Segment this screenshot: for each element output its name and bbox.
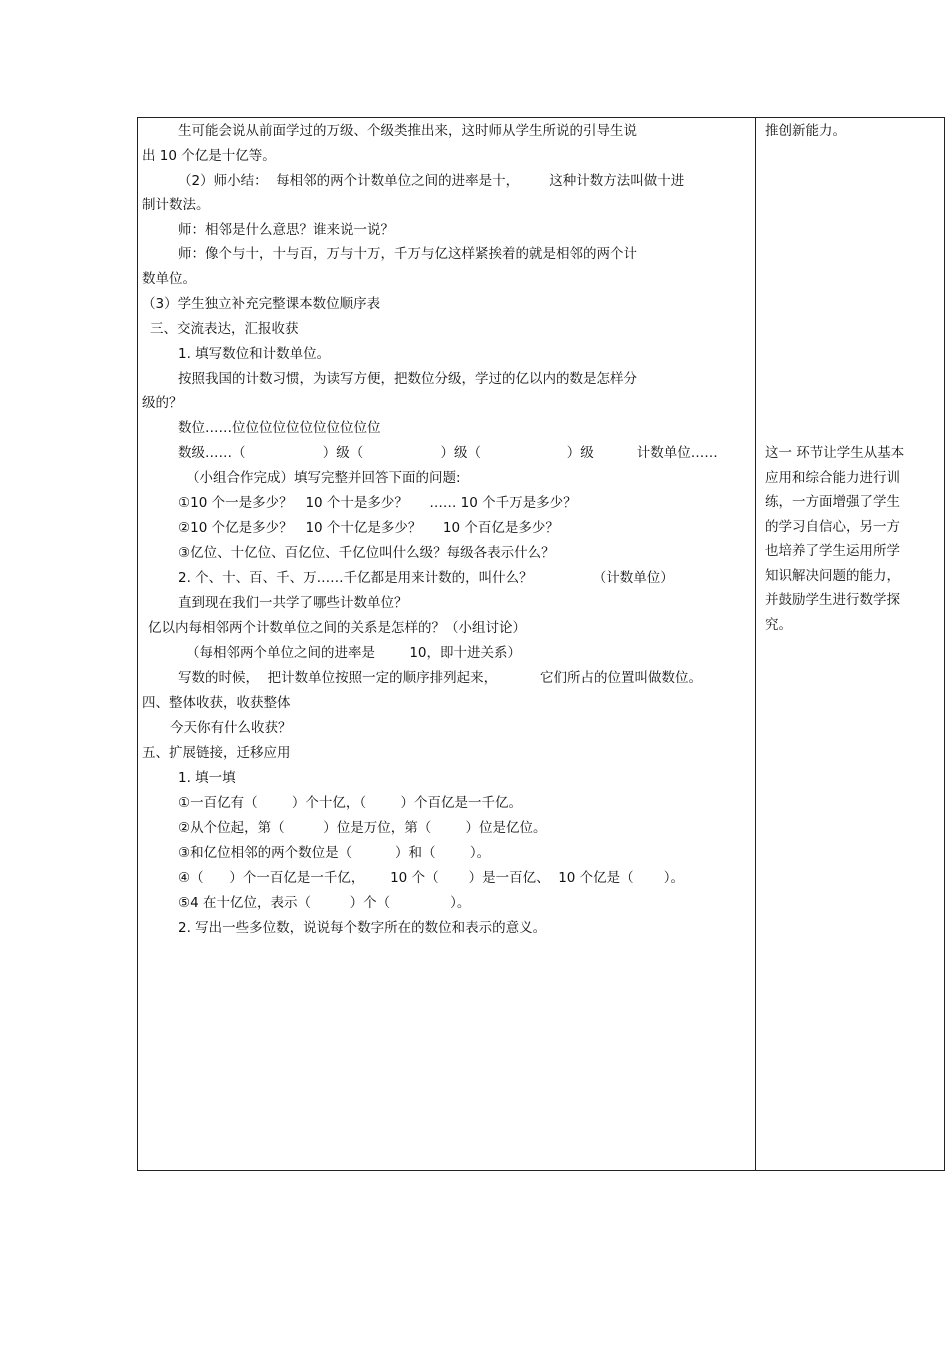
side-note-line: 并鼓励学生进行数学探 [765,592,900,608]
lesson-plan-table [137,117,945,1171]
text-line: 按照我国的计数习惯，为读写方便，把数位分级，学过的亿以内的数是怎样分 [178,371,637,387]
text-line: 级的？ [142,395,183,411]
text-line: 写数的时候， 把计数单位按照一定的顺序排列起来， 它们所占的位置叫做数位。 [178,670,702,686]
text-line: ①一百亿有（ ）个十亿，（ ）个百亿是一千亿。 [178,795,523,811]
text-line: （3）学生独立补充完整课本数位顺序表 [142,296,381,312]
text-line: 数位……位位位位位位位位位位位 [178,420,381,436]
side-note-line: 练，一方面增强了学生 [765,494,900,510]
text-line: 出 10 个亿是十亿等。 [142,148,276,164]
text-line: 亿以内每相邻两个计数单位之间的关系是怎样的？（小组讨论） [148,620,526,636]
text-line: ③和亿位相邻的两个数位是（ ）和（ ）。 [178,845,491,861]
text-line: （每相邻两个单位之间的进率是 10，即十进关系） [186,645,522,661]
text-line: 2. 个、十、百、千、万……千亿都是用来计数的，叫什么？ （计数单位） [178,570,674,586]
text-line: ①10 个一是多少？ 10 个十是多少？ …… 10 个千万是多少？ [178,495,577,511]
text-line: （2）师小结： 每相邻的两个计数单位之间的进率是十， 这种计数方法叫做十进 [178,173,685,189]
side-note-line: 究。 [765,616,792,633]
text-line: 数级……（ ）级（ ）级（ ）级 计数单位…… [178,445,718,461]
side-top-note: 推创新能力。 [765,123,846,139]
text-line: 师：像个与十，十与百，万与十万，千万与亿这样紧挨着的就是相邻的两个计 [178,246,637,262]
text-line: 生可能会说从前面学过的万级、个级类推出来，这时师从学生所说的引导生说 [178,123,637,139]
side-note-line: 知识解决问题的能力， [765,567,900,584]
text-line: 四、整体收获，收获整体 [142,695,291,711]
text-line: ②从个位起，第（ ）位是万位，第（ ）位是亿位。 [178,820,547,836]
column-divider [755,117,756,1171]
text-line: ⑤4 在十亿位，表示（ ）个（ ）。 [178,895,471,911]
side-note-line: 应用和综合能力进行训 [765,469,900,486]
text-line: 数单位。 [142,271,196,287]
text-line: 2. 写出一些多位数，说说每个数字所在的数位和表示的意义。 [178,920,547,936]
text-line: ④（ ）个一百亿是一千亿， 10 个（ ）是一百亿、 10 个亿是（ ）。 [178,870,684,886]
side-note-line: 这一 环节让学生从基本 [765,445,905,461]
text-line: 直到现在我们一共学了哪些计数单位？ [178,595,408,611]
text-line: 1. 填一填 [178,770,236,786]
text-line: 师：相邻是什么意思？谁来说一说？ [178,222,394,238]
text-line: 1. 填写数位和计数单位。 [178,346,331,362]
text-line: 三、交流表达，汇报收获 [150,321,299,337]
side-note-line: 的学习自信心，另一方 [765,518,900,535]
text-line: 制计数法。 [142,197,210,213]
text-line: ③亿位、十亿位、百亿位、千亿位叫什么级？每级各表示什么？ [178,545,555,561]
text-line: 五、扩展链接，迁移应用 [142,745,291,761]
text-line: （小组合作完成）填写完整并回答下面的问题: [186,470,461,486]
text-line: ②10 个亿是多少？ 10 个十亿是多少？ 10 个百亿是多少？ [178,520,559,536]
side-note-line: 也培养了学生运用所学 [765,543,900,559]
text-line: 今天你有什么收获？ [170,720,292,736]
